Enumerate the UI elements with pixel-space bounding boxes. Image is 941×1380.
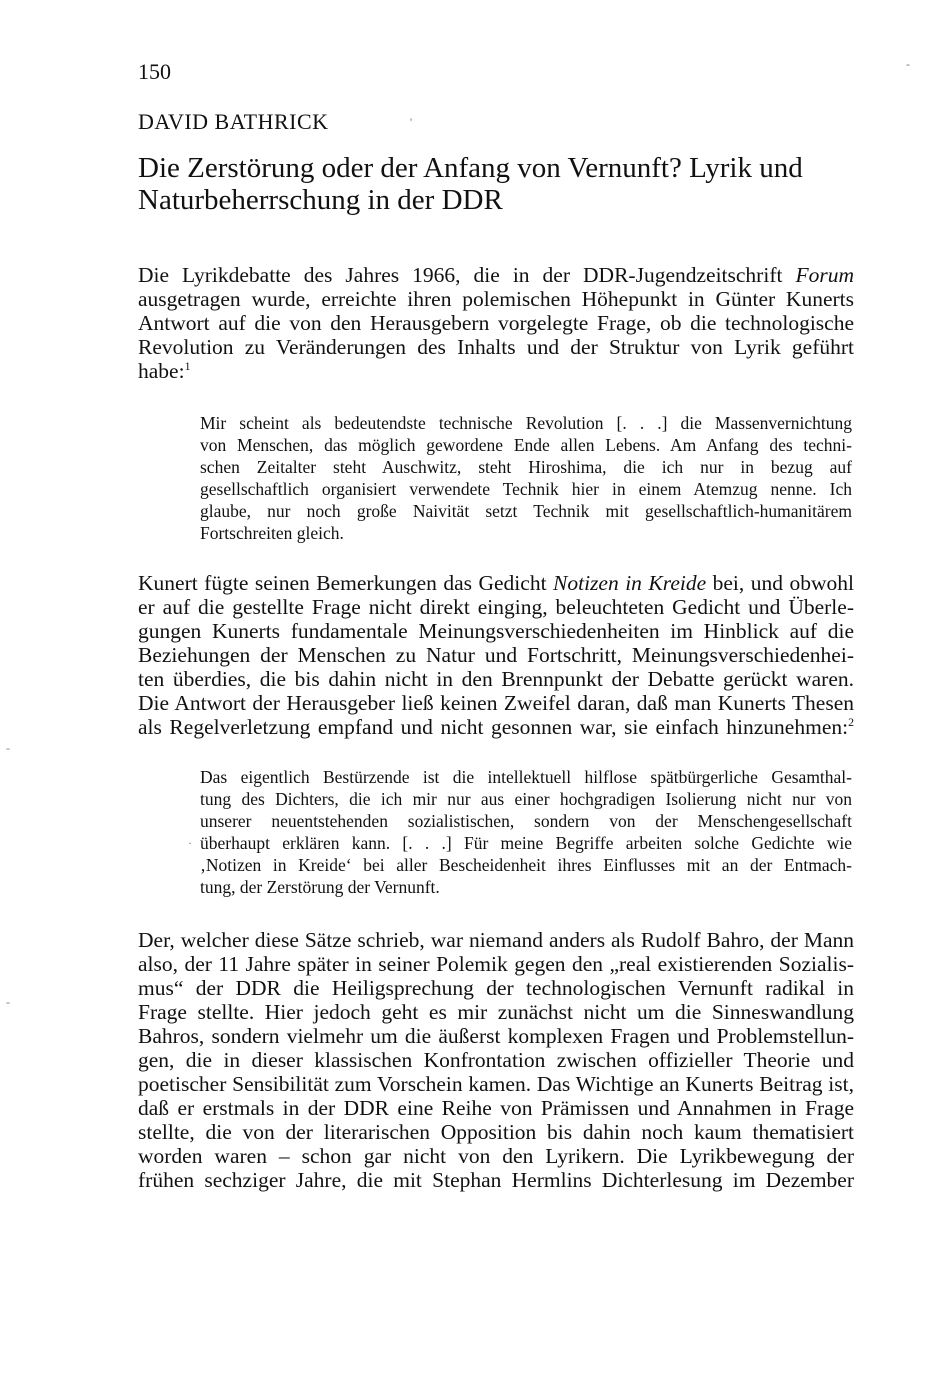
text-line: frühen sechziger Jahre, die mit Stephan Hermlins Dichterlesung im Dezember [138,1168,854,1192]
quote-line: von Menschen, das möglich gewordene Ende allen Lebens. Am Anfang des techni- [200,435,852,455]
paragraph-3 [138,928,854,1192]
text-line: Bahros, sondern vielmehr um die äußerst komplexen Fragen und Problemstellun- [138,1024,854,1048]
quote-line: schen Zeitalter steht Auschwitz, steht Hiroshima, die ich nur in bezug auf [200,457,852,477]
text-line: ausgetragen wurde, erreichte ihren polemischen Höhepunkt in Günter Kunerts [138,287,854,311]
italic-journal-name: Forum [795,263,854,287]
text-line: Revolution zu Veränderungen des Inhalts und der Struktur von Lyrik geführt [138,335,854,359]
footnote-marker: 1 [184,358,191,373]
block-quote-2 [200,766,852,898]
text-line: Antwort auf die von den Herausgebern vorgelegte Frage, ob die technologische [138,311,854,335]
text-line: habe:$^1$ [138,358,191,383]
quote-line: gesellschaftlich organisiert verwendete Technik hier in einem Atemzug nenne. Ich [200,479,852,499]
quote-line: unserer neuentstehenden sozialistischen, sondern von der Menschengesellschaft [200,811,852,831]
text-line: gungen Kunerts fundamentale Meinungsverschiedenheiten im Hinblick auf die [138,619,854,643]
text-line: gen, die in dieser klassischen Konfrontation zwischen offizieller Theorie und [138,1048,854,1072]
text-line: als Regelverletzung empfand und nicht gesonnen war, sie einfach hinzunehmen:$^2$ [138,714,854,739]
paragraph-2 [138,571,854,739]
author-name: DAVID BATHRICK [138,109,329,134]
block-quote-1 [200,412,852,544]
quote-line: Mir scheint als bedeutendste technische Revolution [. . .] die Massenvernichtung [200,413,852,433]
title-line: Die Zerstörung oder der Anfang von Vernunft? Lyrik und [138,152,803,184]
quote-line: ‚Notizen in Kreide‘ bei aller Bescheidenheit ihres Einflusses mit an der Entmach- [200,855,852,875]
page-number: 150 [138,59,171,84]
quote-line: tung, der Zerstörung der Vernunft. [200,877,440,897]
text-line: stellte, die von der literarischen Opposition bis dahin noch kaum thematisiert [138,1120,854,1144]
text-line: ten überdies, die bis dahin nicht in den Brennpunkt der Debatte gerückt waren. [138,667,854,691]
text-line: Die Lyrikdebatte des Jahres 1966, die in der DDR-Jugendzeitschrift Forum [138,263,854,287]
italic-poem-title: Notizen in Kreide [553,571,707,595]
scan-mark: - [6,741,10,755]
text-line: Beziehungen der Menschen zu Natur und Fortschritt, Meinungsverschiedenhei- [138,643,854,667]
text-line: Frage stellte. Hier jedoch geht es mir zunächst nicht um die Sinneswandlung [138,1000,854,1024]
text-line: er auf die gestellte Frage nicht direkt einging, beleuchteten Gedicht und Überle- [138,595,854,619]
scan-mark: · [188,836,192,850]
quote-line: glaube, nur noch große Naivität setzt Technik mit gesellschaftlich-humanitärem [200,501,852,521]
scan-mark: ' [410,115,413,129]
text-line: daß er erstmals in der DDR eine Reihe von Prämissen und Annahmen in Frage [138,1096,854,1120]
quote-line: überhaupt erklären kann. [. . .] Für meine Begriffe arbeiten solche Gedichte wie [200,833,852,853]
text-line: Die Antwort der Herausgeber ließ keinen Zweifel daran, daß man Kunerts Thesen [138,691,854,715]
scan-mark: - [906,57,910,71]
quote-line: tung des Dichters, die ich mir nur aus einer hochgradigen Isolierung nicht nur von [200,789,852,809]
text-line: Der, welcher diese Sätze schrieb, war niemand anders als Rudolf Bahro, der Mann [138,928,854,952]
quote-line: Fortschreiten gleich. [200,523,344,543]
text-line: mus“ der DDR die Heiligsprechung der technologischen Vernunft radikal in [138,976,854,1000]
text-line: Kunert fügte seinen Bemerkungen das Gedicht Notizen in Kreide bei, und obwohl [138,571,854,595]
text-line: poetischer Sensibilität zum Vorschein kamen. Das Wichtige an Kunerts Beitrag ist, [138,1072,854,1096]
paragraph-1 [138,263,854,383]
article-title [138,152,858,216]
scan-mark: - [6,995,10,1009]
text-line: worden waren – schon gar nicht von den Lyrikern. Die Lyrikbewegung der [138,1144,854,1168]
text-line: also, der 11 Jahre später in seiner Polemik gegen den „real existierenden Sozialis- [138,952,854,976]
quote-line: Das eigentlich Bestürzende ist die intellektuell hilflose spätbürgerliche Gesamthal- [200,767,852,787]
footnote-marker: 2 [848,714,854,729]
title-line: Naturbeherrschung in der DDR [138,184,503,216]
